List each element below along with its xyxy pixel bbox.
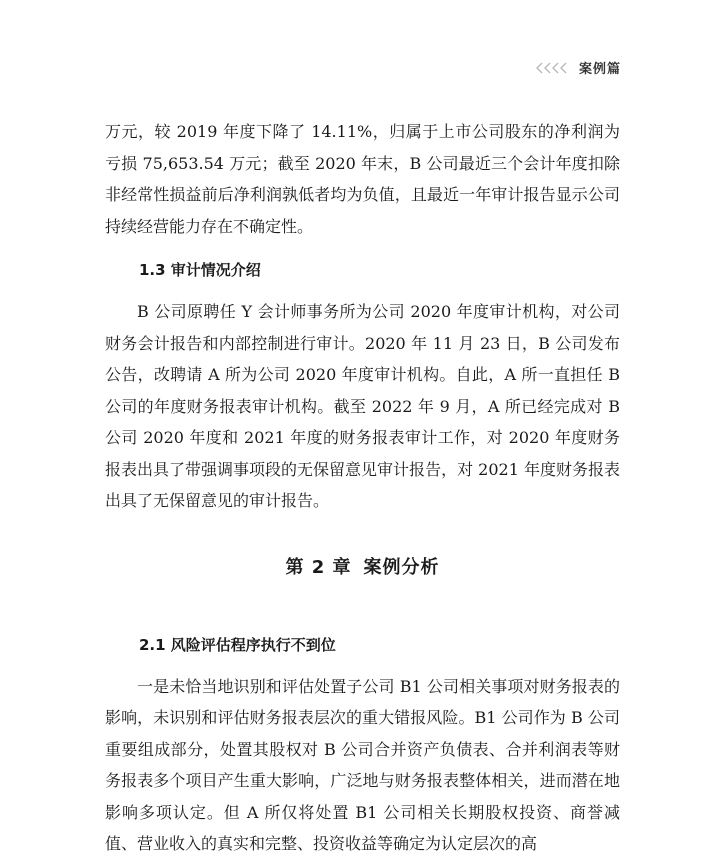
chevron-arrows-icon	[535, 61, 569, 75]
chapter-name: 案例分析	[363, 556, 440, 578]
intro-paragraph: 万元，较 2019 年度下降了 14.11%，归属于上市公司股东的净利润为亏损 75,653.54 万元；截至 2020 年末，B 公司最近三个会计年度扣除非经常性损益前后净利润孰低者均为负值，且最近一年审计报告显示公司持续经营能力存在不确定性。	[105, 122, 620, 236]
running-header-label: 案例篇	[578, 62, 621, 77]
chapter-number: 第 2 章	[285, 556, 352, 578]
page-header	[535, 58, 621, 77]
section-1-3-heading: 1.3 审计情况介绍	[139, 261, 261, 279]
page-body	[105, 116, 620, 860]
section-1-3-paragraph: B 公司原聘任 Y 会计师事务所为公司 2020 年度审计机构，对公司财务会计报告和内部控制进行审计。2020 年 11 月 23 日，B 公司发布公告，改聘请 A 所为公司 2020 年度审计机构。自此，A 所一直担任 B 公司的年度财务报表审计机构。截至 2022 年 9 月，A 所已经完成对 B 公司 2020 年度和 2021 年度的财务报表审计工作，对 2020 年度财务报表出具了带强调事项段的无保留意见审计报告，对 2021 年度财务报表出具了无保留意见的审计报告。	[105, 302, 620, 510]
chapter-title	[105, 553, 620, 583]
section-2-1-heading: 2.1 风险评估程序执行不到位	[139, 635, 336, 654]
section-2-1-paragraph: 一是未恰当地识别和评估处置子公司 B1 公司相关事项对财务报表的影响，未识别和评估财务报表层次的重大错报风险。B1 公司作为 B 公司重要组成部分，处置其股权对 B 公司合并资产负债表、合并利润表等财务报表多个项目产生重大影响，广泛地与财务报表整体相关，进而潜在地影响多项认定。但 A 所仅将处置 B1 公司相关长期股权投资、商誉减值、营业收入的真实和完整、投资收益等确定为认定层次的高	[105, 676, 620, 853]
